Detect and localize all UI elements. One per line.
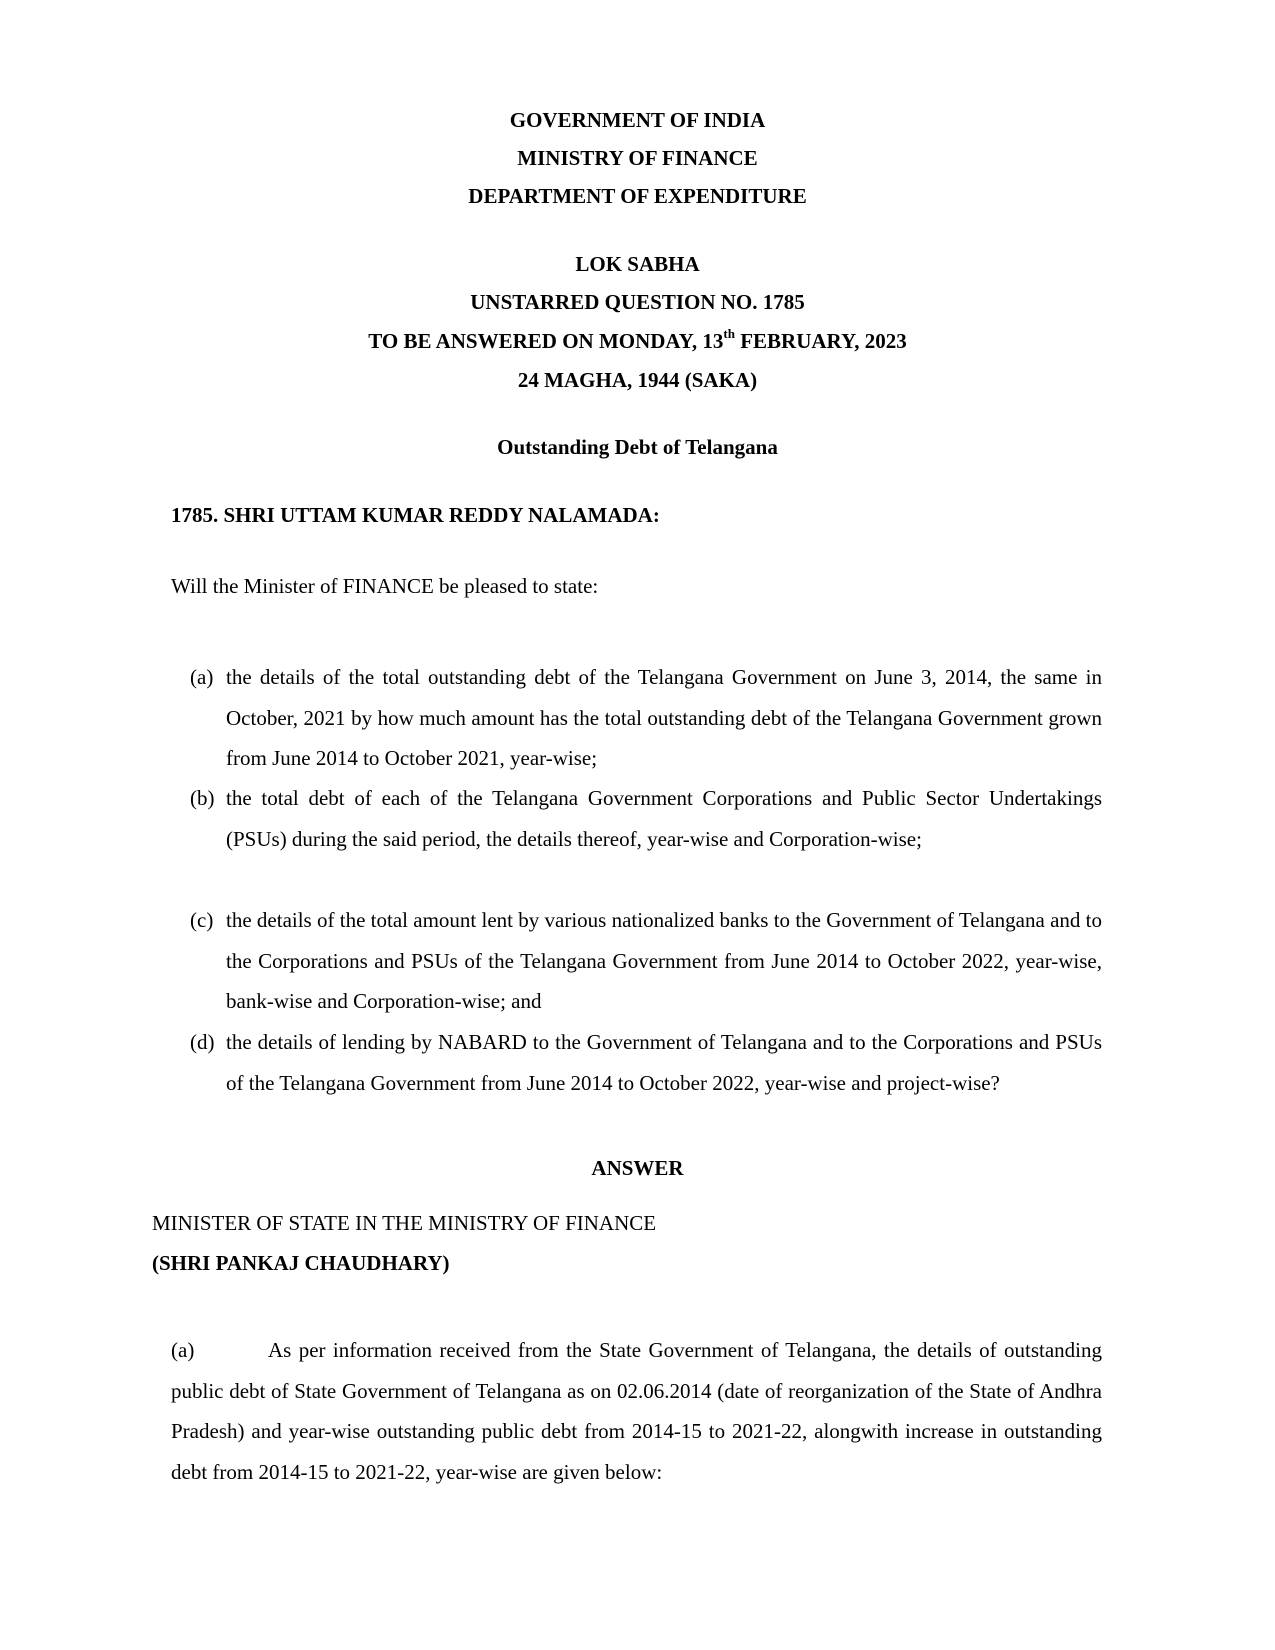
answer-text: As per information received from the State Government of Telangana, the details of outstanding public debt of State Government of Telangana as on 02.06.2014 (date of reorganization of the State of Andhra Pradesh) and year-wise outstanding public debt from 2014-15 to 2021-22, alongwith increase in outstanding debt from 2014-15 to 2021-22, year-wise are given below: (171, 1338, 1102, 1484)
member-name: 1785. SHRI UTTAM KUMAR REDDY NALAMADA: (171, 503, 660, 527)
question-item-b (190, 778, 1102, 859)
minister-title: MINISTER OF STATE IN THE MINISTRY OF FINANCE (152, 1211, 657, 1235)
answer-date-prefix: TO BE ANSWERED ON MONDAY, 13 (368, 329, 724, 353)
house-name: LOK SABHA (575, 252, 700, 276)
header-department: DEPARTMENT OF EXPENDITURE (468, 184, 807, 208)
answer-paragraph-a (171, 1330, 1102, 1492)
saka-date: 24 MAGHA, 1944 (SAKA) (517, 368, 758, 392)
answer-label: (a) (171, 1338, 195, 1362)
question-label: (a) (190, 665, 214, 689)
answer-date-ordinal: th (723, 326, 735, 341)
answer-date-suffix: FEBRUARY, 2023 (734, 329, 907, 353)
question-text: the details of the total outstanding debt of the Telangana Government on June 3, 2014, the same in October, 2021 by how much amount has the total outstanding debt of the Telangana Government grown from June 2014 to October 2021, year-wise; (226, 665, 1102, 770)
header-government: GOVERNMENT OF INDIA (509, 108, 766, 132)
minister-name: (SHRI PANKAJ CHAUDHARY) (152, 1251, 450, 1275)
subject-title: Outstanding Debt of Telangana (497, 435, 778, 459)
question-text: the total debt of each of the Telangana Government Corporations and Public Sector Undertakings (PSUs) during the said period, the details thereof, year-wise and Corporation-wise; (226, 786, 1102, 851)
question-item-a (190, 657, 1102, 779)
question-text: the details of lending by NABARD to the Government of Telangana and to the Corporations and PSUs of the Telangana Government from June 2014 to October 2022, year-wise and project-wise? (226, 1030, 1102, 1095)
question-label: (d) (190, 1030, 215, 1054)
answer-heading: ANSWER (591, 1156, 684, 1180)
question-item-c (190, 900, 1102, 1022)
question-text: the details of the total amount lent by various nationalized banks to the Government of Telangana and to the Corporations and PSUs of the Telangana Government from June 2014 to October 2022, year-wise, bank-wise and Corporation-wise; and (226, 908, 1102, 1013)
question-number: UNSTARRED QUESTION NO. 1785 (470, 290, 805, 314)
answer-date (0, 328, 1275, 354)
question-label: (b) (190, 786, 215, 810)
question-item-d (190, 1022, 1102, 1103)
header-ministry: MINISTRY OF FINANCE (517, 146, 758, 170)
question-label: (c) (190, 908, 214, 932)
question-intro: Will the Minister of FINANCE be pleased to state: (171, 574, 599, 598)
